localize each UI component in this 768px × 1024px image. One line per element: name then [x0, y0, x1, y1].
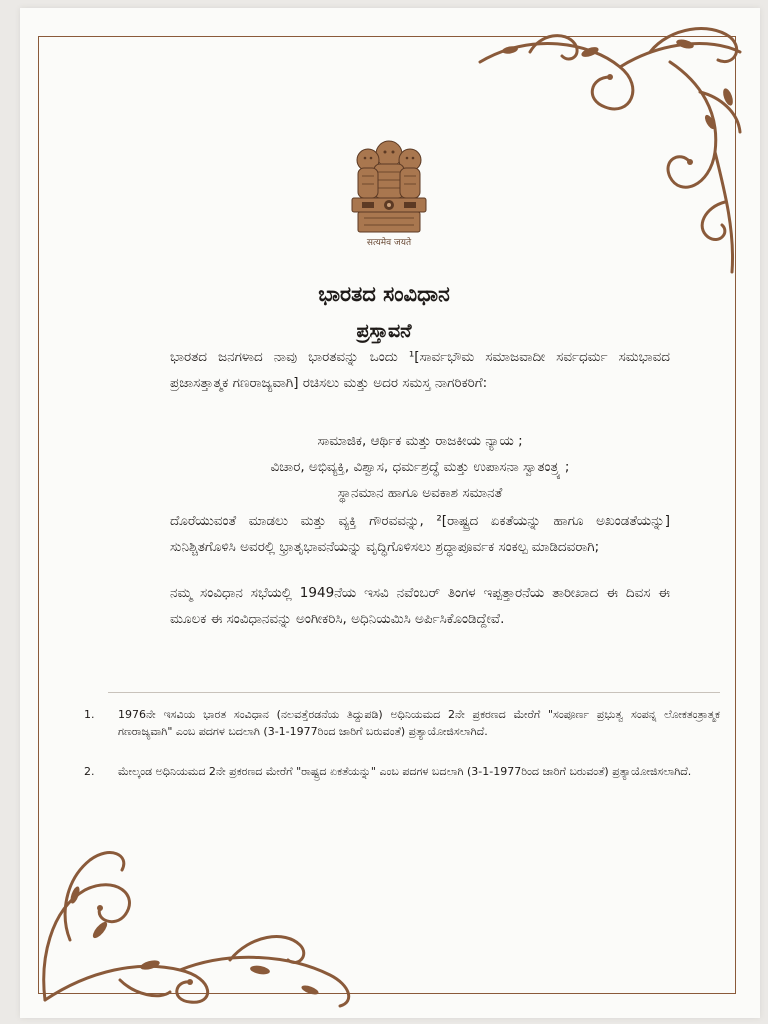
state-emblem-image — [344, 132, 434, 248]
document-title: ಭಾರತದ ಸಂವಿಧಾನ — [318, 282, 450, 306]
preamble-ideals — [170, 428, 670, 506]
preamble-paragraph-1: ಭಾರತದ ಜನಗಳಾದ ನಾವು ಭಾರತವನ್ನು ಒಂದು ¹[ಸಾರ್ವಭೌಮ ಸಮಾಜವಾದೀ ಸರ್ವಧರ್ಮ ಸಮಭಾವದ ಪ್ರಜಾಸತ್ತಾತ್ಮಕ ಗಣರಾಜ್ಯವಾಗಿ] ರಚಿಸಲು ಮತ್ತು ಅದರ ಸಮಸ್ತ ನಾಗರಿಕರಿಗೆ: — [170, 349, 670, 391]
ideal-equality: ಸ್ಥಾನಮಾನ ಹಾಗೂ ಅವಕಾಶ ಸಮಾನತೆ — [337, 485, 503, 501]
ideal-liberty: ವಿಚಾರ, ಅಭಿವ್ಯಕ್ತಿ, ವಿಶ್ವಾಸ, ಧರ್ಮಶ್ರದ್ಧೆ ಮತ್ತು ಉಪಾಸನಾ ಸ್ವಾತಂತ್ರ್ಯ ; — [270, 459, 570, 475]
footnote-1 — [84, 706, 720, 740]
section-heading-preamble: ಪ್ರಸ್ತಾವನೆ — [356, 320, 412, 342]
preamble-paragraph-3: ನಮ್ಮ ಸಂವಿಧಾನ ಸಭೆಯಲ್ಲಿ 1949ನೆಯ ಇಸವಿ ನವೆಂಬರ್ ತಿಂಗಳ ಇಪ್ಪತ್ತಾರನೆಯ ತಾರೀಖಾದ ಈ ದಿವಸ ಈ ಮೂಲಕ ಈ ಸಂವಿಧಾನವನ್ನು ಅಂಗೀಕರಿಸಿ, ಅಧಿನಿಯಮಿಸಿ ಅರ್ಪಿಸಿಕೊಂಡಿದ್ದೇವೆ. — [170, 585, 670, 627]
preamble-paragraph-2: ದೊರೆಯುವಂತೆ ಮಾಡಲು ಮತ್ತು ವ್ಯಕ್ತಿ ಗೌರವವನ್ನು, ²[ರಾಷ್ಟ್ರದ ಏಕತೆಯನ್ನು ಹಾಗೂ ಅಖಂಡತೆಯನ್ನು] ಸುನಿಶ್ಚಿತಗೊಳಿಸಿ ಅವರಲ್ಲಿ ಭ್ರಾತೃಭಾವನೆಯನ್ನು ವೃದ್ಧಿಗೊಳಿಸಲು ಶ್ರದ್ಧಾಪೂರ್ವಕ ಸಂಕಲ್ಪ ಮಾಡಿದವರಾಗಿ; — [170, 513, 670, 555]
footnote-2 — [84, 763, 720, 780]
footnote-number: 2. — [84, 765, 95, 778]
footnote-text: 1976ನೇ ಇಸವಿಯ ಭಾರತ ಸಂವಿಧಾನ (ನಲವತ್ತೆರಡನೆಯ ತಿದ್ದುಪಡಿ) ಅಧಿನಿಯಮದ 2ನೇ ಪ್ರಕರಣದ ಮೇರೆಗೆ "ಸಂಪೂರ್ಣ ಪ್ರಭುತ್ವ ಸಂಪನ್ನ ಲೋಕತಂತ್ರಾತ್ಮಕ ಗಣರಾಜ್ಯವಾಗಿ" ಎಂಬ ಪದಗಳ ಬದಲಾಗಿ (3-1-1977ರಿಂದ ಜಾರಿಗೆ ಬರುವಂತೆ) ಪ್ರತ್ಯಾಯೋಜಿಸಲಾಗಿದೆ. — [118, 708, 720, 738]
footnote-number: 1. — [84, 708, 95, 721]
footnote-divider — [108, 692, 720, 693]
corner-flourish-bottom-left — [30, 820, 360, 1010]
ideal-justice: ಸಾಮಾಜಿಕ, ಆರ್ಥಿಕ ಮತ್ತು ರಾಜಕೀಯ ನ್ಯಾಯ ; — [317, 433, 523, 449]
emblem-motto: सत्यमेव जयते — [366, 238, 412, 248]
footnote-text: ಮೇಲ್ಕಂಡ ಅಧಿನಿಯಮದ 2ನೇ ಪ್ರಕರಣದ ಮೇರೆಗೆ "ರಾಷ್ಟ್ರದ ಏಕತೆಯನ್ನು" ಎಂಬ ಪದಗಳ ಬದಲಾಗಿ (3-1-1977ರಿಂದ ಜಾರಿಗೆ ಬರುವಂತೆ) ಪ್ರತ್ಯಾಯೋಜಿಸಲಾಗಿದೆ. — [118, 765, 692, 778]
corner-flourish-top-right — [470, 22, 750, 282]
